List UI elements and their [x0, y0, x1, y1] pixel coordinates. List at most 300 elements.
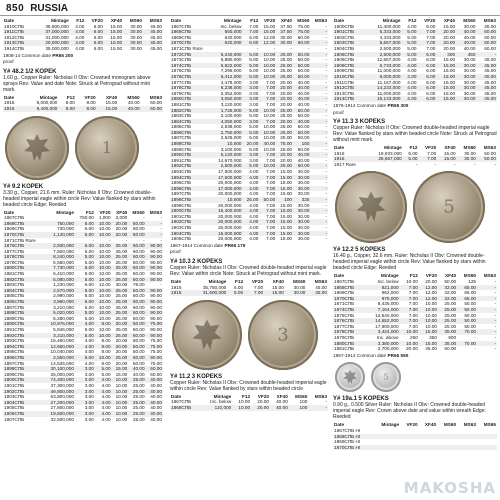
- value-cell: 10.00: [419, 307, 438, 313]
- value-cell: -: [310, 29, 328, 35]
- value-cell: 2,990,000: [53, 293, 75, 299]
- denomination: 5 KOPEKS: [355, 247, 386, 254]
- date-cell: 1917 Rare: [334, 161, 356, 167]
- denomination: 2 KOPEKS: [192, 258, 223, 265]
- column-header: XF40: [105, 94, 118, 100]
- date-cell: 1905СПБ: [171, 236, 192, 242]
- value-cell: 1,000: [98, 215, 111, 221]
- value-cell: 3.00: [243, 119, 260, 125]
- value-cell: -: [273, 45, 276, 51]
- value-cell: 25.00: [128, 389, 145, 395]
- value-cell: 65.00: [457, 296, 477, 302]
- value-cell: 10.00: [112, 400, 129, 406]
- coin-reverse-image: [371, 362, 401, 392]
- value-cell: 10.00: [112, 377, 129, 383]
- value-cell: -: [325, 224, 327, 230]
- value-cell: 30.00: [463, 68, 476, 74]
- value-cell: 30.00: [463, 23, 476, 29]
- value-cell: 90.00: [146, 277, 163, 283]
- value-cell: -: [325, 202, 327, 208]
- value-cell: 40.00: [456, 29, 476, 35]
- value-cell: -: [310, 208, 328, 214]
- value-cell: -: [494, 312, 496, 318]
- value-cell: -: [310, 219, 328, 225]
- date-cell: 1868СПБ НІ: [333, 434, 373, 440]
- value-cell: 20.00: [257, 399, 269, 405]
- value-cell: 90.00: [146, 299, 163, 305]
- date-cell: 1888СПБ: [3, 310, 44, 316]
- value-cell: 7,296,000: [220, 68, 242, 74]
- value-cell: 60.00: [444, 346, 457, 352]
- value-cell: 8.00: [101, 360, 111, 366]
- value-cell: 1,725,000: [211, 108, 242, 114]
- value-cell: 75.00: [276, 141, 293, 147]
- value-cell: 3.00: [249, 90, 259, 96]
- value-cell: 45.00: [143, 40, 163, 46]
- value-cell: 10,000: [211, 197, 242, 203]
- value-cell: Inc. above: [377, 335, 399, 340]
- value-cell: 4.00: [407, 90, 417, 96]
- value-cell: -: [310, 52, 328, 58]
- value-cell: 90.00: [150, 259, 162, 265]
- coin-reverse-image: [248, 300, 318, 370]
- coin-description: Copper Ruler: Nicholas II Obv: Crowned double-headed imperial eagle within circle Rev: Value flanked by stars within beaded circle: [170, 379, 327, 392]
- value-cell: 11,167,000: [377, 79, 401, 85]
- value-cell: 10.00: [263, 68, 276, 74]
- denomination: 3 KOPEKS: [191, 373, 223, 380]
- value-cell: 6.00: [417, 96, 436, 102]
- value-cell: 7.00: [259, 219, 276, 225]
- value-cell: 30.00: [297, 191, 310, 197]
- value-cell: 30.00: [130, 23, 143, 29]
- value-cell: 4.00: [249, 213, 259, 219]
- value-cell: 15.00: [264, 290, 285, 296]
- column-header: Mintage: [56, 209, 75, 215]
- date-cell: 1914СПБ: [333, 96, 365, 102]
- value-cell: -: [310, 152, 328, 158]
- value-cell: 2,352,000: [220, 90, 242, 96]
- date-cell: 1911СПБ: [334, 79, 354, 85]
- value-cell: 10.00: [95, 333, 112, 339]
- value-cell: 100: [276, 197, 293, 203]
- price-table: [333, 422, 497, 450]
- value-cell: 30.00: [293, 175, 310, 181]
- date-cell: 1890СПБ: [3, 321, 44, 327]
- catalog-number: Y# 9.2: [3, 183, 21, 190]
- table-row: [333, 346, 497, 352]
- column-header: MS63: [314, 278, 327, 284]
- value-cell: 60.00: [128, 355, 145, 361]
- value-cell: 15.00: [104, 29, 123, 35]
- value-cell: -: [494, 279, 496, 285]
- value-cell: 4.00: [401, 85, 417, 91]
- date-cell: 1871СПБ Rare: [4, 237, 36, 243]
- svg-text:5: 5: [443, 197, 455, 219]
- value-cell: 15.00: [276, 219, 293, 225]
- column-header: Date: [4, 94, 15, 100]
- value-cell: 15.00: [443, 79, 456, 85]
- coin-obverse-image: [335, 171, 407, 243]
- value-cell: 2,625,000: [220, 135, 242, 141]
- value-cell: [400, 445, 419, 451]
- date-cell: 1913СПБ: [334, 90, 355, 96]
- value-cell: 20.00: [280, 157, 293, 163]
- value-cell: 40.00: [132, 371, 145, 377]
- value-cell: 650,000: [211, 29, 242, 35]
- value-cell: 25.00: [132, 394, 145, 400]
- value-cell: 25.00: [112, 243, 129, 249]
- value-cell: 4.00: [249, 180, 259, 186]
- value-cell: -: [325, 135, 327, 141]
- value-cell: 5.00: [75, 277, 95, 283]
- column-header: XF40: [116, 209, 128, 215]
- value-cell: 30.00: [297, 169, 310, 175]
- value-cell: 5,667,000: [365, 40, 402, 46]
- value-cell: 35,900,000: [45, 23, 69, 29]
- value-cell: 90.00: [150, 304, 162, 310]
- value-cell: 15,460,000: [50, 338, 75, 344]
- date-cell: 1893СПБ: [171, 169, 192, 175]
- value-cell: 30.00: [115, 282, 128, 288]
- value-cell: 25.00: [128, 411, 145, 417]
- value-cell: 45.00: [306, 290, 328, 296]
- column-header: MS63: [314, 18, 327, 23]
- value-cell: -: [494, 161, 496, 167]
- value-cell: -: [494, 335, 496, 340]
- value-cell: 7.00: [244, 290, 264, 296]
- value-cell: 25.00: [276, 63, 293, 69]
- value-cell: 60.00: [132, 248, 145, 254]
- value-cell: 90.00: [146, 288, 163, 294]
- value-cell: 90.00: [150, 327, 162, 332]
- column-header: Date: [4, 18, 15, 23]
- value-cell: 20.00: [276, 85, 293, 91]
- coin-description: 16.40 g., Copper, 32.6 mm. Ruler: Nicholas II Obv: Crowned double-headed imperial eagle within circle Rev: Value flanked by stars within beaded circle Edge: Reeded: [333, 253, 486, 272]
- value-cell: 25.00: [276, 163, 293, 169]
- value-cell: 75.00: [150, 360, 162, 366]
- value-cell: 25.00: [115, 315, 128, 321]
- column-header: Mintage: [51, 18, 69, 23]
- value-cell: 15.00: [97, 106, 119, 112]
- coin-obverse-image: [335, 362, 365, 392]
- date-cell: 1910СПБ: [4, 23, 25, 29]
- value-cell: 10.00: [259, 130, 276, 136]
- value-cell: 30.00: [463, 79, 476, 85]
- value-cell: 60.00: [132, 315, 145, 321]
- value-cell: -: [494, 290, 496, 296]
- value-cell: 25.00: [128, 400, 145, 406]
- value-cell: 60.00: [297, 34, 310, 40]
- value-cell: 20,000,000: [218, 180, 242, 186]
- price-table: [3, 95, 163, 112]
- value-cell: 50.00: [297, 135, 310, 141]
- value-cell: 60.00: [132, 259, 145, 265]
- date-cell: 1889СПБ: [4, 315, 25, 321]
- date-cell: 1870СПБ: [170, 40, 211, 46]
- value-cell: 30.00: [293, 284, 306, 290]
- price-table: [170, 279, 328, 296]
- value-cell: -: [494, 301, 496, 307]
- value-cell: -: [474, 161, 476, 167]
- date-cell: 1876СПБ: [3, 243, 44, 249]
- value-cell: 5,333,000: [365, 29, 402, 35]
- value-cell: 90.00: [146, 265, 163, 271]
- value-cell: 19,933,000: [378, 150, 402, 156]
- value-cell: 125: [468, 279, 477, 285]
- svg-text:5: 5: [383, 372, 389, 383]
- value-cell: 7.00: [400, 285, 419, 291]
- value-cell: 7.00: [426, 45, 436, 51]
- table-row: [333, 162, 497, 168]
- value-cell: 6.00: [417, 63, 436, 69]
- value-cell: 45.00: [484, 57, 496, 63]
- date-cell: 1915: [171, 284, 182, 290]
- value-cell: 5.00: [243, 130, 260, 136]
- value-cell: 10.00: [263, 146, 276, 152]
- value-cell: 20.00: [280, 79, 293, 85]
- value-cell: 30.00: [463, 90, 476, 96]
- proof-note: proof: [3, 59, 14, 65]
- value-cell: 2,500,000: [211, 163, 242, 169]
- value-cell: 4.00: [243, 186, 260, 192]
- value-cell: -: [494, 323, 496, 329]
- value-cell: 25.00: [112, 299, 129, 305]
- date-cell: 1867СПБ: [171, 23, 192, 29]
- value-cell: 63,800,000: [50, 394, 75, 400]
- date-cell: 1916: [170, 290, 189, 296]
- value-cell: -: [434, 161, 437, 167]
- value-cell: 6.00: [93, 34, 103, 40]
- value-cell: 5.00: [84, 248, 94, 254]
- value-cell: 15.00: [110, 45, 123, 51]
- date-cell: 1870СПБ: [3, 232, 44, 238]
- value-cell: 6.00: [426, 57, 436, 63]
- value-cell: 15.00: [443, 23, 456, 29]
- value-cell: 40.00: [297, 157, 310, 163]
- value-cell: 20,000,000: [34, 40, 70, 46]
- value-cell: 7.00: [266, 224, 276, 230]
- price-table: [333, 18, 497, 102]
- value-cell: -: [325, 146, 327, 152]
- value-cell: 10.00: [95, 299, 112, 305]
- value-cell: 6,560,000: [53, 259, 75, 265]
- value-cell: 40.00: [150, 394, 162, 400]
- value-cell: 12,650,000: [44, 344, 75, 350]
- value-cell: [457, 445, 477, 451]
- value-cell: 5.00: [249, 135, 259, 141]
- column-header: XF40: [444, 145, 456, 151]
- date-cell: 1878СПБ: [170, 85, 211, 91]
- value-cell: 90.00: [146, 310, 163, 316]
- value-cell: 4.00: [101, 405, 111, 411]
- date-cell: 1885СПБ: [171, 124, 192, 130]
- value-cell: 15.00: [280, 180, 293, 186]
- value-cell: 10.00: [425, 301, 437, 307]
- value-cell: 50.00: [293, 74, 310, 80]
- coin-images: [172, 300, 328, 370]
- value-cell: 5.00: [95, 366, 112, 372]
- value-cell: 60.00: [484, 34, 496, 40]
- value-cell: 4.00: [75, 34, 85, 40]
- value-cell: 25.00: [112, 310, 129, 316]
- column-header: XF40: [443, 18, 456, 23]
- value-cell: 4.00: [70, 40, 86, 46]
- value-cell: 35.00: [438, 329, 457, 335]
- denomination: 1/2 KOPEK: [25, 68, 57, 75]
- date-cell: 1867СПБ НІ: [334, 427, 361, 433]
- value-cell: 7.00: [259, 231, 276, 237]
- value-cell: 17,900,000: [375, 323, 399, 329]
- value-cell: 7.00: [408, 312, 418, 318]
- date-cell: 1890СПБ: [170, 152, 211, 158]
- value-cell: 2,930,000: [44, 243, 75, 249]
- value-cell: 15.00: [443, 90, 456, 96]
- value-cell: 25.00: [112, 288, 129, 294]
- value-cell: 40.00: [150, 416, 162, 422]
- value-cell: 9,400,000: [23, 106, 59, 112]
- value-cell: 300: [436, 52, 456, 58]
- column-header: Date: [334, 422, 345, 428]
- value-cell: 4.00: [249, 191, 259, 197]
- value-cell: 6.00: [65, 100, 75, 106]
- value-cell: 30,100,000: [44, 366, 75, 372]
- column-header: MS63: [149, 209, 162, 215]
- date-cell: 1905СПБ: [333, 52, 365, 58]
- value-cell: 37.50: [280, 23, 293, 29]
- value-cell: 40.00: [297, 90, 310, 96]
- value-cell: -: [310, 74, 328, 80]
- value-cell: 20.00: [115, 338, 128, 344]
- value-cell: 50.00: [293, 63, 310, 69]
- date-cell: 1871СПБ Rare: [171, 45, 203, 51]
- date-cell: 1880СПБ: [333, 341, 364, 347]
- value-cell: 10.00: [400, 341, 419, 347]
- value-cell: 25.00: [112, 355, 129, 361]
- value-cell: 30.00: [293, 186, 310, 192]
- value-cell: 4,478,000: [220, 79, 242, 85]
- column-header: MS60: [463, 145, 476, 151]
- date-cell: 1868СПБ: [333, 285, 364, 291]
- column-header: XF40: [424, 422, 437, 428]
- value-cell: 25.00: [115, 259, 128, 265]
- value-cell: 8,240,000: [44, 254, 75, 260]
- value-cell: [477, 445, 497, 451]
- value-cell: 25.00: [115, 304, 128, 310]
- value-cell: 20,000,000: [218, 191, 242, 197]
- table-row: [170, 290, 328, 296]
- value-cell: -: [477, 329, 497, 335]
- value-cell: 10.00: [425, 323, 437, 329]
- value-cell: 35,750,000: [202, 284, 227, 290]
- coin-images: [335, 171, 497, 243]
- value-cell: 3.00: [84, 416, 94, 422]
- value-cell: 70.00: [457, 341, 477, 347]
- value-cell: 5.00: [84, 226, 94, 232]
- value-cell: 7.00: [400, 296, 419, 302]
- value-cell: 60.00: [132, 304, 145, 310]
- value-cell: 7.00: [253, 284, 264, 290]
- value-cell: Inc. below: [220, 23, 242, 29]
- value-cell: 30.00: [123, 29, 143, 35]
- date-cell: 1900СПБ: [334, 23, 355, 29]
- value-cell: 10.00: [98, 315, 111, 321]
- value-cell: 60.00: [128, 333, 145, 339]
- value-cell: 6,822,000: [211, 63, 242, 69]
- value-cell: 10.00: [259, 108, 276, 114]
- value-cell: 30.00: [293, 219, 310, 225]
- value-cell: -: [325, 236, 327, 242]
- value-cell: -: [325, 57, 327, 63]
- column-header: Date: [171, 393, 182, 399]
- value-cell: 30.00: [285, 290, 307, 296]
- catalog-entry: [333, 119, 497, 143]
- date-cell: 1883СПБ: [4, 282, 25, 288]
- value-cell: 7.00: [266, 191, 276, 197]
- date-cell: 1912СПБ: [333, 85, 365, 91]
- value-cell: 6.00: [243, 40, 260, 46]
- value-cell: 4.00: [407, 68, 417, 74]
- column-header: MS60: [129, 18, 143, 23]
- column-1: [3, 18, 163, 500]
- date-cell: 1898СПБ: [3, 366, 44, 372]
- date-cell: 1901СПБ: [4, 382, 25, 388]
- date-cell: 1903СПБ: [333, 40, 365, 46]
- date-cell: 1867СПБ: [334, 279, 355, 285]
- date-cell: 1887СПБ: [171, 135, 192, 141]
- value-cell: 20.00: [115, 360, 128, 366]
- value-cell: 30.00: [297, 224, 310, 230]
- value-cell: -: [477, 341, 497, 347]
- value-cell: 30.00: [456, 63, 476, 69]
- value-cell: 5,120,000: [211, 152, 242, 158]
- value-cell: 500: [448, 335, 457, 340]
- value-cell: 25.00: [438, 318, 457, 324]
- value-cell: 7.00: [426, 34, 436, 40]
- common-date-note: 1867-1914 Common date PR65 175: [170, 242, 246, 248]
- date-cell: 1886СПБ: [3, 299, 44, 305]
- value-cell: 15.00: [280, 236, 293, 242]
- date-cell: 1887СПБ: [4, 304, 25, 310]
- value-cell: -: [310, 96, 328, 102]
- date-cell: 1870СПБ: [333, 296, 364, 302]
- value-cell: 27,800,000: [50, 405, 75, 411]
- date-cell: 1891СПБ: [4, 327, 25, 332]
- date-cell: 1914СПБ: [4, 45, 25, 51]
- coin-images: [5, 116, 163, 180]
- value-cell: 15.00: [276, 208, 293, 214]
- value-cell: 10.00: [259, 163, 276, 169]
- value-cell: 2,100,000: [220, 113, 242, 119]
- value-cell: [419, 445, 438, 451]
- value-cell: 5.00: [84, 315, 94, 321]
- value-cell: 25.00: [280, 57, 293, 63]
- value-cell: 45.00: [143, 29, 163, 35]
- value-cell: 5.00: [249, 68, 259, 74]
- value-cell: 14,625,000: [50, 360, 75, 366]
- value-cell: 10.00: [95, 254, 112, 260]
- column-header: MS60: [295, 393, 308, 399]
- value-cell: 25.00: [112, 254, 129, 260]
- value-cell: 50.00: [128, 232, 145, 238]
- column-header: Mintage: [39, 94, 58, 100]
- date-cell: 1881СПБ: [171, 101, 192, 107]
- header-rule: [0, 15, 500, 16]
- value-cell: 12.00: [419, 296, 438, 302]
- value-cell: 5.00: [84, 304, 94, 310]
- value-cell: 60.00: [141, 106, 163, 112]
- value-cell: 10.00: [98, 327, 111, 332]
- value-cell: 50.00: [464, 323, 477, 329]
